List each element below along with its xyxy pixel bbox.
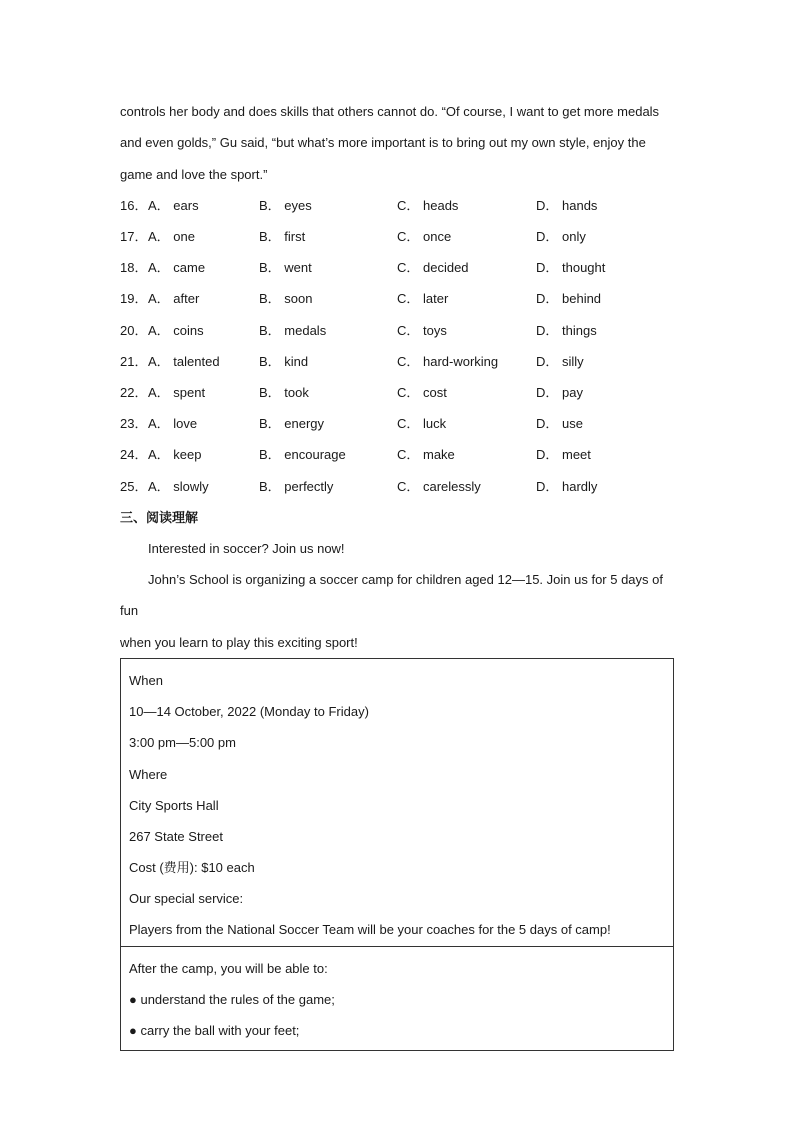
question-number: 21．	[120, 353, 148, 369]
document-page	[120, 96, 675, 1051]
option-c: C． luck	[397, 416, 447, 432]
option-c: C． hard-working	[397, 353, 499, 369]
question-number: 24．	[120, 447, 148, 463]
notice-line: 3:00 pm—5:00 pm	[129, 735, 236, 751]
notice-bullet: ● carry the ball with your feet;	[129, 1023, 300, 1039]
question-number: 25．	[120, 478, 148, 494]
notice-line: City Sports Hall	[129, 797, 219, 813]
option-a: A． spent	[148, 385, 206, 401]
option-c: C． once	[397, 229, 452, 245]
question-row	[120, 315, 675, 346]
notice-line: When	[129, 672, 163, 688]
question-row	[120, 221, 675, 252]
option-a: A． came	[148, 260, 206, 276]
question-row	[120, 346, 675, 377]
question-row	[120, 283, 675, 314]
option-b: B． took	[259, 385, 309, 401]
section-title: 三、阅读理解	[120, 509, 199, 525]
option-c: C． heads	[397, 197, 459, 213]
question-row	[120, 377, 675, 408]
option-b: B． encourage	[259, 447, 346, 463]
notice-line: 267 State Street	[129, 828, 223, 844]
option-a: A． talented	[148, 353, 220, 369]
question-row	[120, 471, 675, 502]
option-c: C． toys	[397, 322, 447, 338]
question-number: 18．	[120, 260, 148, 276]
notice-benefits	[121, 946, 673, 1051]
question-row	[120, 252, 675, 283]
passage-line: controls her body and does skills that others cannot do. “Of course, I want to get more medals	[120, 104, 660, 119]
notice-bullet: ● understand the rules of the game;	[129, 991, 335, 1007]
option-d: D． silly	[536, 353, 584, 369]
option-d: D． hardly	[536, 478, 598, 494]
option-b: B． eyes	[259, 197, 312, 213]
cloze-options	[120, 190, 675, 502]
question-number: 23．	[120, 416, 148, 432]
question-row	[120, 190, 675, 221]
notice-line: Our special service:	[129, 891, 244, 907]
passage-line: and even golds,” Gu said, “but what’s more important is to bring out my own style, enjoy the	[120, 135, 646, 151]
reading-intro: John’s School is organizing a soccer camp for children aged 12—15. Join us for 5 days of fun	[120, 572, 663, 619]
question-row	[120, 408, 675, 439]
option-a: A． one	[148, 229, 195, 245]
question-row	[120, 439, 675, 470]
option-c: C． later	[397, 291, 449, 307]
notice-line: Where	[129, 766, 168, 782]
option-b: B． first	[259, 229, 306, 245]
passage-line: game and love the sport.”	[120, 166, 268, 182]
option-b: B． soon	[259, 291, 313, 307]
notice-details	[121, 659, 673, 946]
option-d: D． behind	[536, 291, 602, 307]
option-c: C． cost	[397, 385, 447, 401]
option-a: A． keep	[148, 447, 202, 463]
option-c: C． make	[397, 447, 455, 463]
option-b: B． kind	[259, 353, 309, 369]
option-a: A． slowly	[148, 478, 209, 494]
option-d: D． use	[536, 416, 583, 432]
question-number: 16．	[120, 197, 148, 213]
option-d: D． meet	[536, 447, 591, 463]
option-b: B． perfectly	[259, 478, 334, 494]
option-d: D． pay	[536, 385, 583, 401]
option-d: D． hands	[536, 197, 598, 213]
option-c: C． decided	[397, 260, 469, 276]
notice-box	[120, 658, 674, 1051]
option-c: C． carelessly	[397, 478, 481, 494]
option-a: A． love	[148, 416, 198, 432]
notice-line: 10—14 October, 2022 (Monday to Friday)	[129, 704, 369, 720]
notice-line: After the camp, you will be able to:	[129, 960, 328, 976]
option-b: B． medals	[259, 322, 327, 338]
notice-line: Cost (费用): $10 each	[129, 860, 255, 876]
option-b: B． energy	[259, 416, 325, 432]
option-a: A． after	[148, 291, 200, 307]
notice-line: Players from the National Soccer Team will be your coaches for the 5 days of camp!	[129, 922, 611, 938]
option-d: D． thought	[536, 260, 606, 276]
passage-tail	[120, 96, 675, 190]
option-a: A． coins	[148, 322, 204, 338]
reading-intro-continued: when you learn to play this exciting sport!	[120, 634, 358, 650]
option-d: D． things	[536, 322, 597, 338]
option-b: B． went	[259, 260, 312, 276]
reading-headline: Interested in soccer? Join us now!	[148, 540, 345, 556]
question-number: 17．	[120, 229, 148, 245]
question-number: 19．	[120, 291, 148, 307]
question-number: 22．	[120, 385, 148, 401]
option-d: D． only	[536, 229, 586, 245]
option-a: A． ears	[148, 197, 199, 213]
question-number: 20．	[120, 322, 148, 338]
